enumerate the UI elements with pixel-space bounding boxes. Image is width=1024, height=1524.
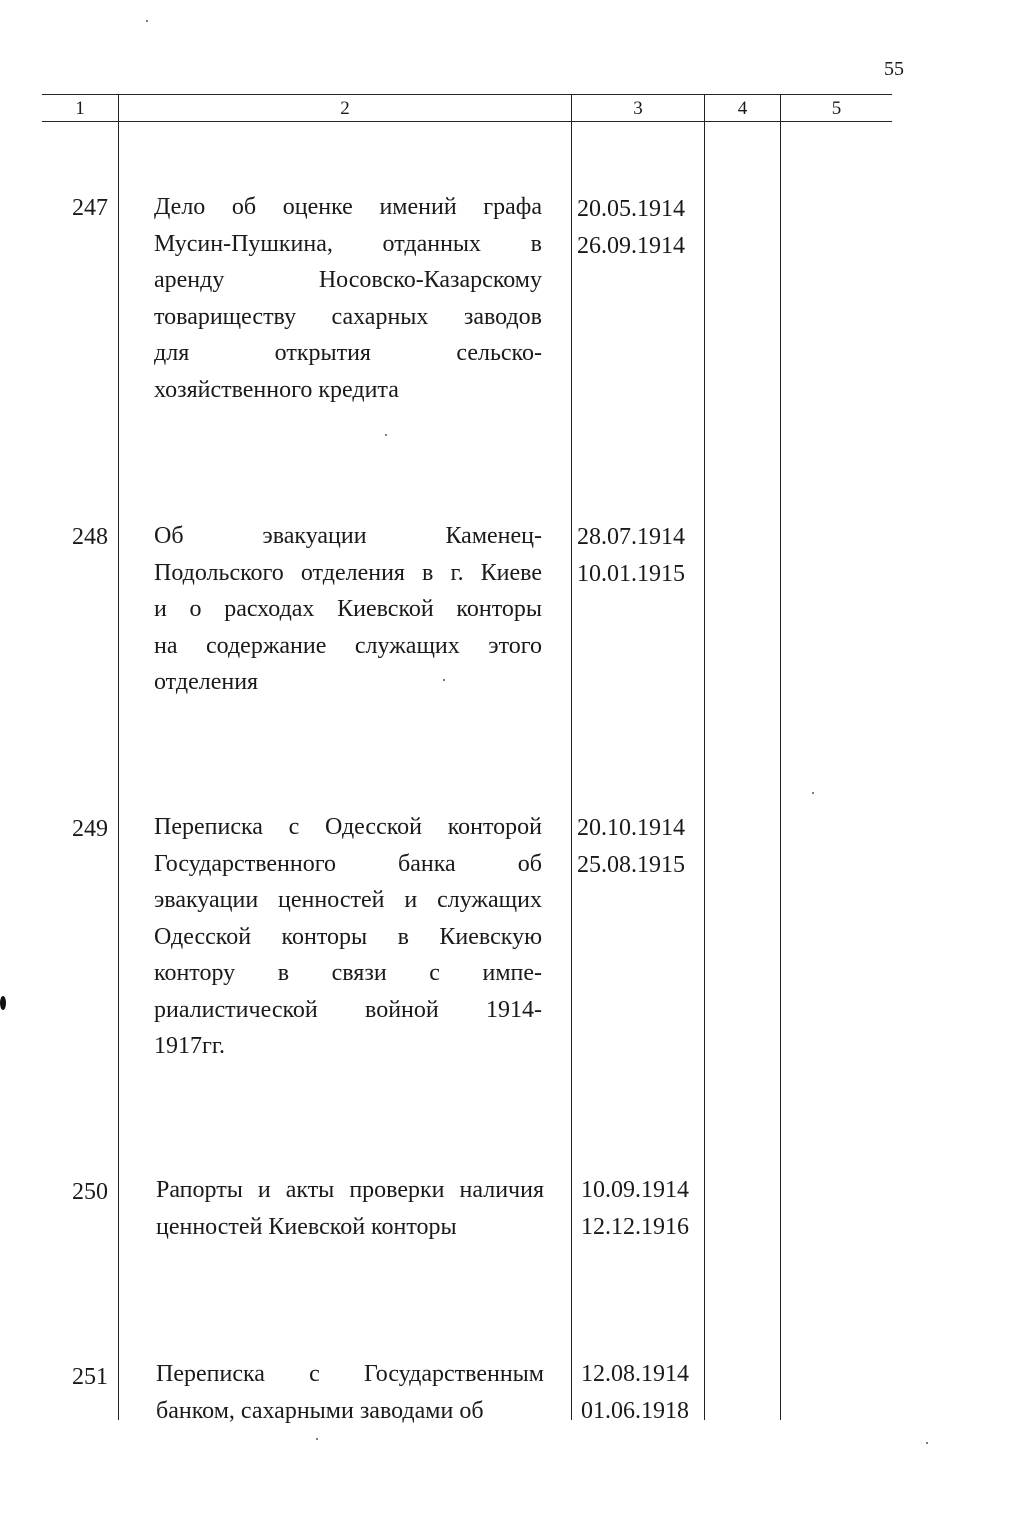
date-end: 12.12.1916 [581,1213,689,1240]
table-row-dates [581,1172,705,1245]
scan-speck [316,1438,318,1440]
scan-speck [385,434,387,436]
date-start: 20.05.1914 [577,196,685,222]
date-start: 28.07.1914 [577,524,685,550]
scan-speck [926,1442,928,1444]
description-line: Дело об оценке имений графа [154,194,542,220]
column-header-5: 5 [831,98,842,119]
column-header-2: 2 [340,98,350,119]
description-line: 1917гг. [154,1033,225,1059]
table-top-rule [42,94,892,95]
column-divider-2 [571,94,572,1420]
description-line: Государственного банка об [154,850,542,877]
column-header-4: 4 [737,98,748,119]
column-divider-1 [118,94,119,1420]
date-end: 25.08.1915 [577,851,685,878]
description-line: Об эвакуации Каменец- [154,523,542,549]
date-end: 01.06.1918 [581,1397,689,1424]
table-row-number: 251 [72,1364,108,1390]
scan-speck [146,20,148,22]
description-line: Мусин-Пушкина, отданных в [154,230,542,257]
table-row-description [156,1356,544,1429]
table-row-description [154,189,542,408]
scan-speck [0,996,6,1010]
description-line: риалистической войной 1914- [154,996,542,1023]
date-start: 12.08.1914 [581,1361,689,1387]
description-line: аренду Носовско-Казарскому [154,267,542,293]
description-line: ценностей Киевской конторы [156,1213,457,1240]
column-header-3: 3 [633,98,643,119]
description-line: Подольского отделения в г. Киеве [154,559,542,586]
table-row-dates [581,1356,705,1429]
table-header-rule [42,121,892,122]
date-start: 20.10.1914 [577,815,685,841]
description-line: отделения [154,669,259,695]
column-header-1: 1 [75,98,85,119]
description-line: Одесской конторы в Киевскую [154,923,542,950]
page-number: 55 [884,58,904,80]
table-row-number: 250 [72,1179,108,1205]
date-start: 10.09.1914 [581,1177,689,1203]
table-row-dates [577,519,701,592]
scan-speck [443,679,445,681]
description-line: товариществу сахарных заводов [154,303,542,330]
description-line: на содержание служащих этого [154,632,542,659]
description-line: Рапорты и акты проверки наличия [156,1177,544,1203]
description-line: эвакуации ценностей и служащих [154,887,542,913]
description-line: для открытия сельско- [154,340,542,366]
table-row-dates [577,810,701,883]
table-row-description [154,518,542,701]
description-line: контору в связи с импе- [154,960,542,986]
date-end: 26.09.1914 [577,232,685,259]
table-row-description [156,1172,544,1245]
table-row-number: 248 [72,524,108,550]
table-row-dates [577,191,701,264]
description-line: Переписка с Государственным [156,1361,544,1387]
description-line: Переписка с Одесской конторой [154,814,542,840]
table-row-description [154,809,542,1065]
scan-speck [812,792,814,794]
description-line: хозяйственного кредита [154,376,399,403]
column-divider-4 [780,94,781,1420]
description-line: банком, сахарными заводами об [156,1397,484,1424]
date-end: 10.01.1915 [577,560,685,587]
table-row-number: 247 [72,195,108,221]
table-row-number: 249 [72,816,108,842]
description-line: и о расходах Киевской конторы [154,596,542,622]
